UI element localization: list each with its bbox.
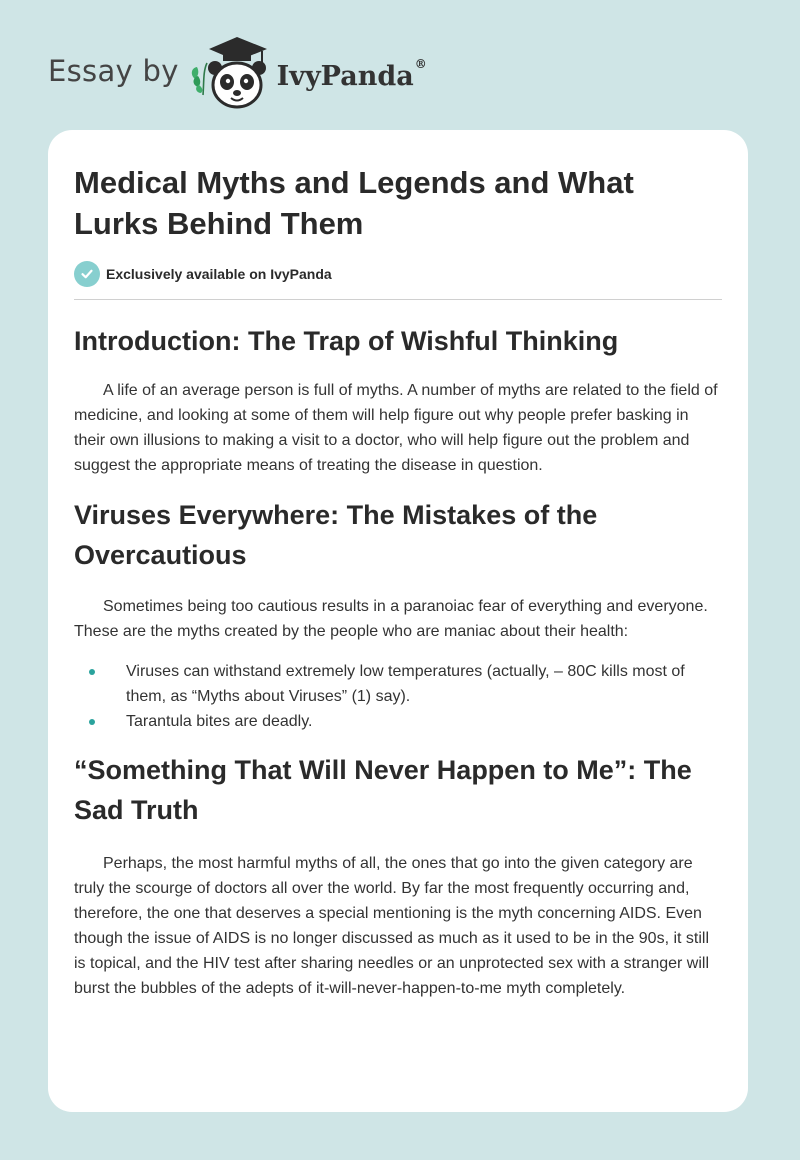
list-item bbox=[126, 659, 722, 709]
exclusive-notice bbox=[74, 260, 722, 288]
list-item-text: Viruses can withstand extremely low temperatures (actually, – 80C kills most of them, as “Myths about Viruses” (1) say). bbox=[126, 663, 685, 705]
section-paragraph-introduction: A life of an average person is full of myths. A number of myths are related to the field of medicine, and looking at some of them will help figure out why people prefer basking in their own illusions to making a visit to a doctor, who will help figure out the problem and suggest the appropriate means of treating the disease in question. bbox=[74, 382, 718, 474]
bullet-icon bbox=[89, 669, 95, 675]
exclusive-label: Exclusively available on IvyPanda bbox=[106, 266, 332, 282]
section-heading-sad-truth: “Something That Will Never Happen to Me”: The Sad Truth bbox=[74, 755, 692, 825]
myth-list bbox=[74, 659, 722, 734]
list-item bbox=[126, 709, 722, 734]
checkmark-badge-icon bbox=[74, 261, 100, 287]
panda-graduate-icon[interactable] bbox=[189, 35, 273, 113]
section-heading-viruses: Viruses Everywhere: The Mistakes of the Overcautious bbox=[74, 500, 598, 570]
essay-by-label: Essay by bbox=[48, 54, 179, 88]
section-heading-introduction: Introduction: The Trap of Wishful Thinking bbox=[74, 326, 619, 356]
bullet-icon bbox=[89, 719, 95, 725]
site-header bbox=[48, 34, 427, 114]
section-paragraph-viruses: Sometimes being too cautious results in a paranoiac fear of everything and everyone. These are the myths created by the people who are maniac about their health: bbox=[74, 598, 708, 640]
article-card bbox=[48, 130, 748, 1112]
list-item-text: Tarantula bites are deadly. bbox=[126, 713, 313, 730]
article-title: Medical Myths and Legends and What Lurks Behind Them bbox=[74, 165, 634, 241]
title-divider bbox=[74, 299, 722, 300]
section-paragraph-sad-truth: Perhaps, the most harmful myths of all, the ones that go into the given category are truly the scourge of doctors all over the world. By far the most frequently occurring and, therefore, the one that deserves a special mentioning is the myth concerning AIDS. Even though the issue of AIDS is no longer discussed as much as it used to be in the 90s, it still is topical, and the HIV test after sharing needles or an unprotected sex with a stranger will burst the bubbles of the adepts of it-will-never-happen-to-me myth completely. bbox=[74, 855, 710, 997]
brand-name[interactable]: IvyPanda® bbox=[276, 56, 427, 92]
